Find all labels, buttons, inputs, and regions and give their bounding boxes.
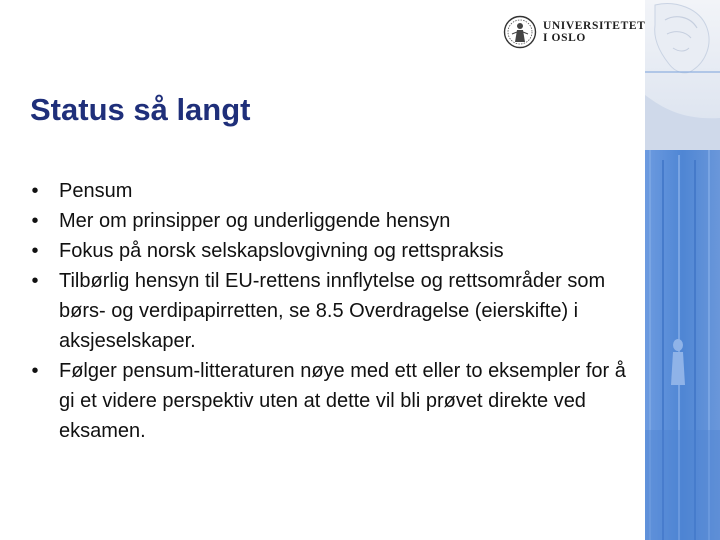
bullet-item <box>28 266 628 356</box>
bullet-dot-icon: • <box>31 180 39 202</box>
university-seal-icon <box>503 14 537 50</box>
slide-title: Status så langt <box>30 92 251 127</box>
bullet-item <box>28 356 628 446</box>
bullet-text: Pensum <box>59 180 133 202</box>
logo-text-line2: I OSLO <box>543 32 586 44</box>
bullet-text: Følger pensum-litteraturen nøye med ett eller to eksempler for å gi et videre perspektiv uten at dette vil bli prøvet direkte ved eksamen. <box>59 360 626 442</box>
bullet-dot-icon: • <box>31 240 39 262</box>
statue-relief-decoration <box>645 0 720 540</box>
bullet-text: Mer om prinsipper og underliggende hensyn <box>59 210 451 232</box>
bullet-list <box>28 176 628 446</box>
university-logo <box>503 14 646 50</box>
bullet-item <box>28 236 628 266</box>
bullet-dot-icon: • <box>31 210 39 232</box>
bullet-dot-icon: • <box>31 270 39 292</box>
bullet-dot-icon: • <box>31 360 39 382</box>
bullet-text: Fokus på norsk selskapslovgivning og rettspraksis <box>59 240 504 262</box>
logo-text-line1: UNIVERSITETET <box>543 20 646 32</box>
bullet-text: Tilbørlig hensyn til EU-rettens innflytelse og rettsområder som børs- og verdipapirretten, se 8.5 Overdragelse (eierskifte) i aksjeselskaper. <box>59 270 606 352</box>
side-decoration-panel <box>645 0 720 540</box>
bullet-item <box>28 206 628 236</box>
bullet-item <box>28 176 628 206</box>
